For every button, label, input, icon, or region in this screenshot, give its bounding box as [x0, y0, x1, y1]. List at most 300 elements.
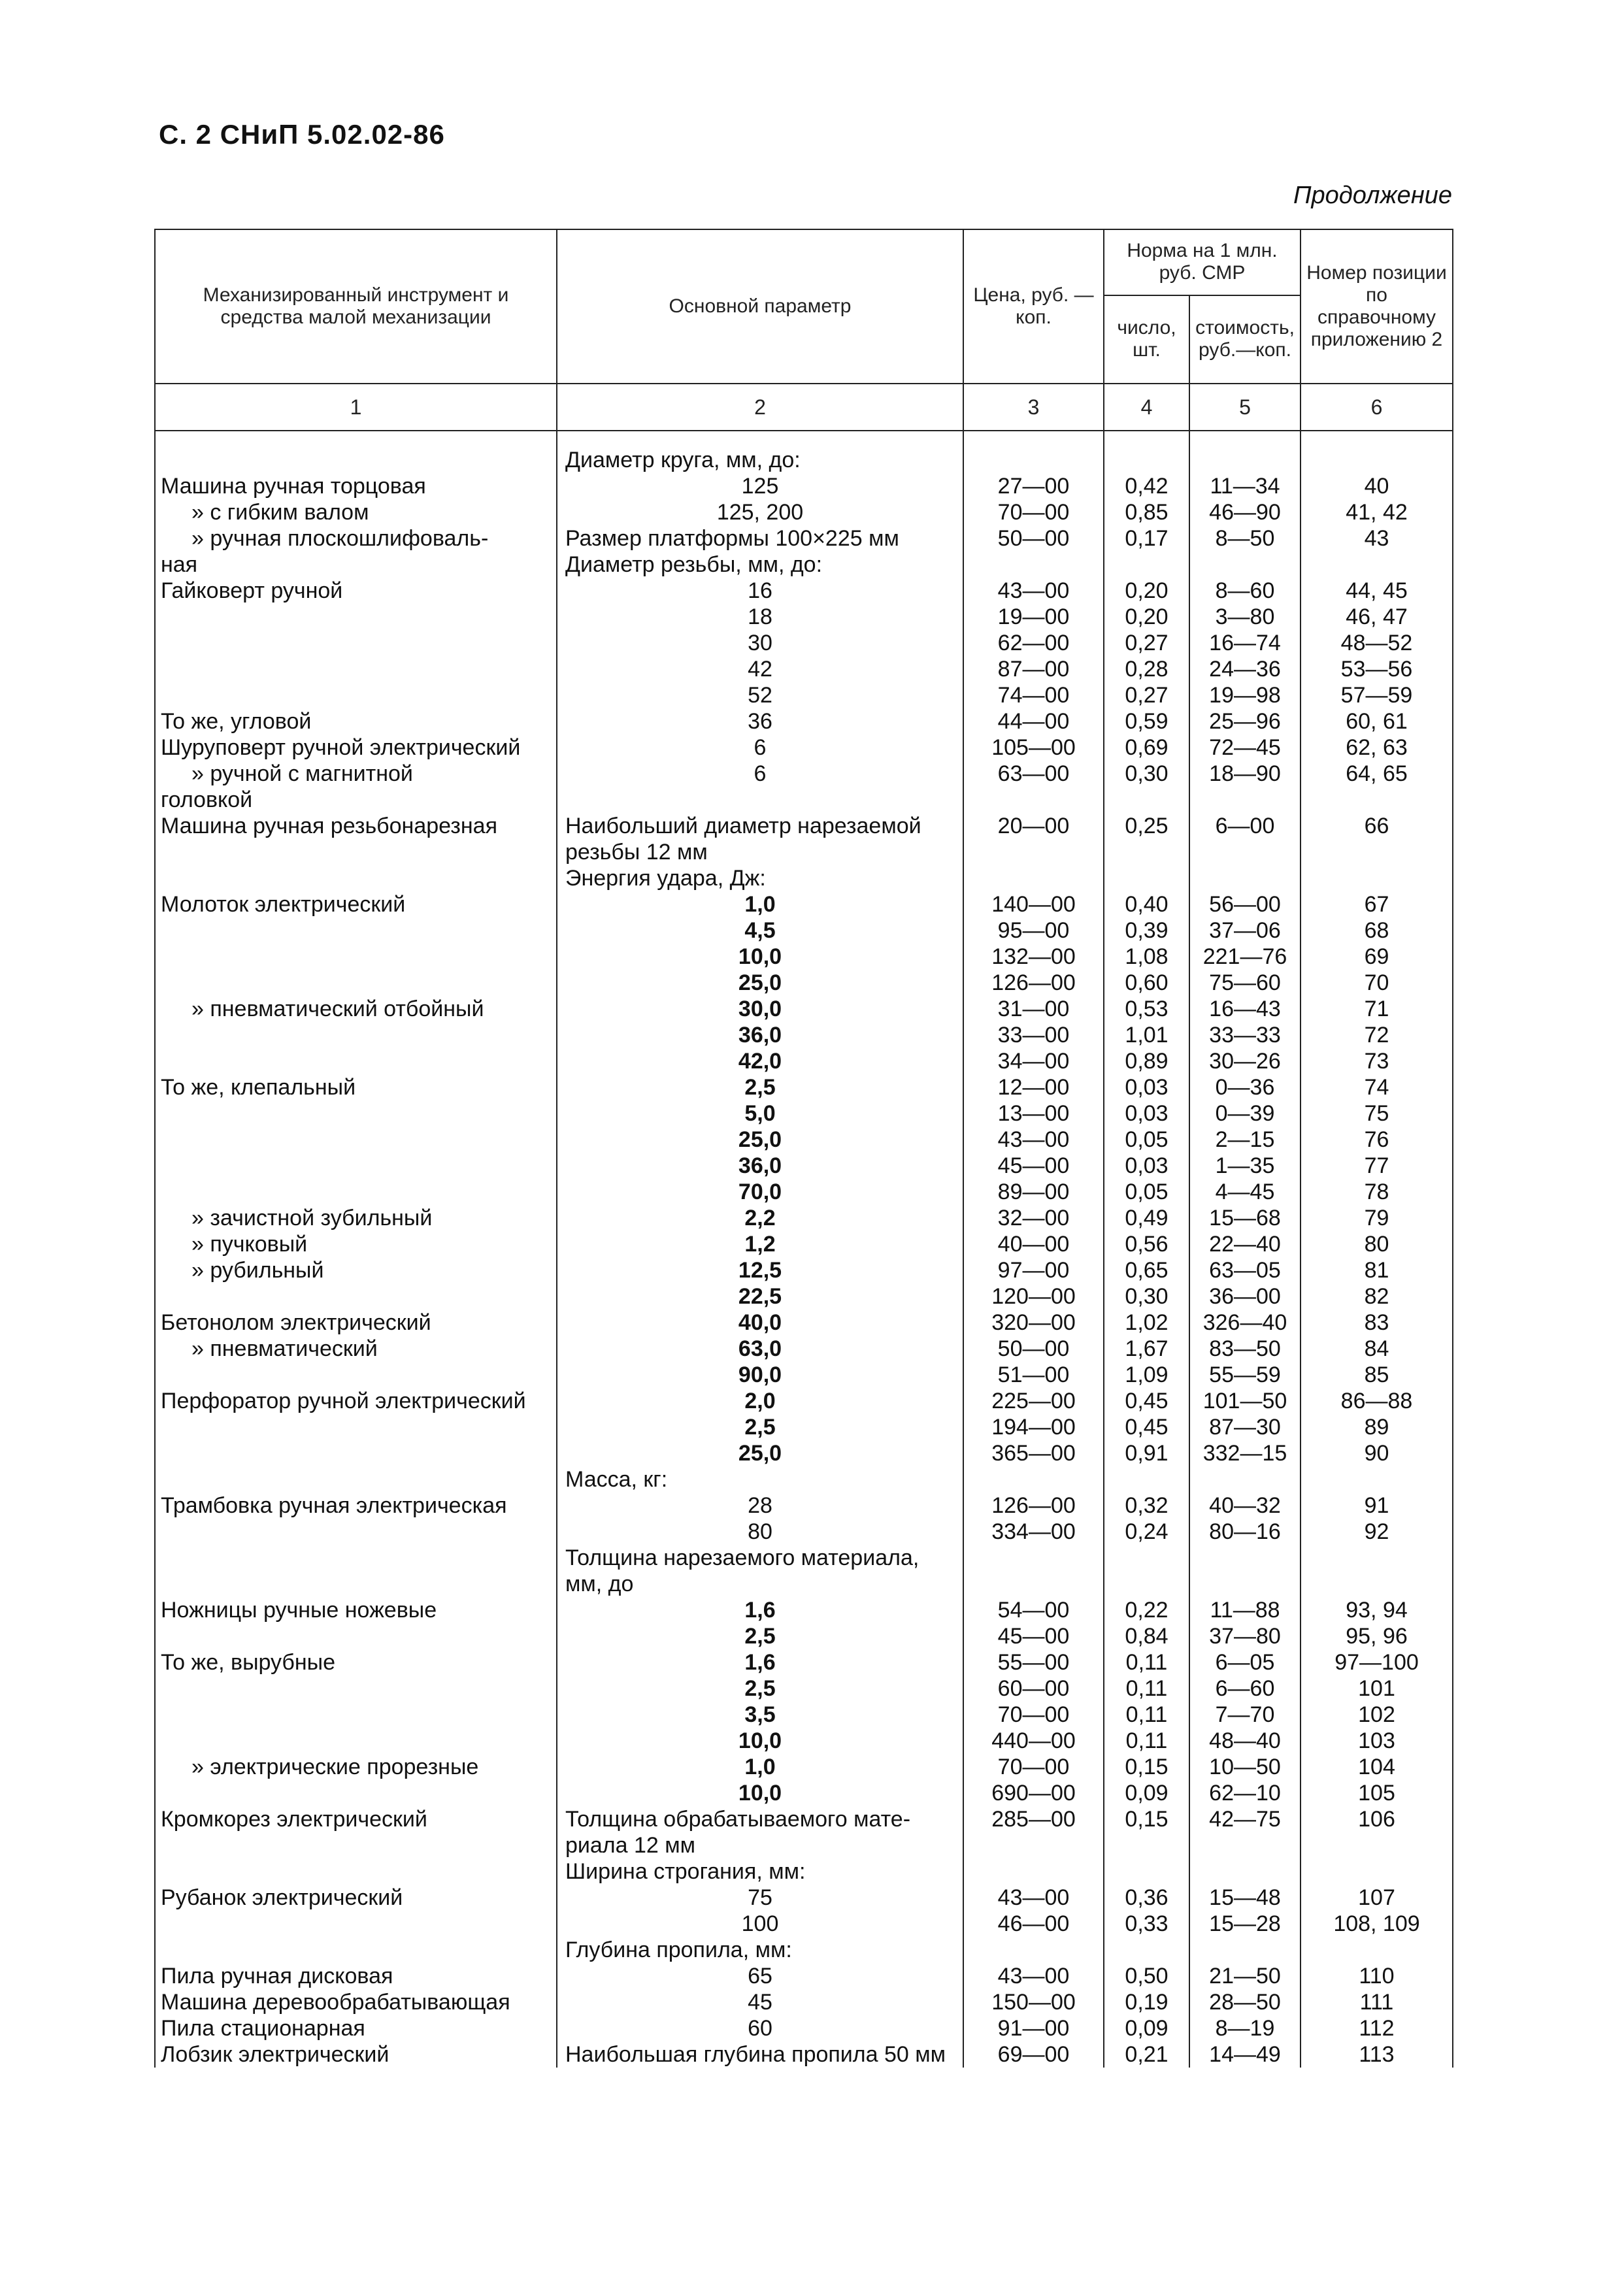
price-cell	[963, 865, 1104, 891]
tool-name-cell: » рубильный	[155, 1257, 557, 1283]
position-cell: 91	[1301, 1493, 1453, 1519]
price-cell: 43—00	[963, 578, 1104, 604]
quantity-cell: 0,15	[1104, 1754, 1189, 1780]
position-cell: 43	[1301, 525, 1453, 552]
position-cell	[1301, 1466, 1453, 1493]
table-row	[155, 891, 1453, 917]
quantity-cell: 0,45	[1104, 1414, 1189, 1440]
header-norm-group: Норма на 1 млн. руб. СМР	[1104, 229, 1301, 295]
table-row	[155, 1649, 1453, 1675]
table-row	[155, 917, 1453, 944]
parameter-cell: 2,0	[557, 1388, 963, 1414]
position-cell: 67	[1301, 891, 1453, 917]
position-cell: 95, 96	[1301, 1623, 1453, 1649]
tool-name-cell: » ручной с магнитной	[155, 761, 557, 787]
cost-cell: 221—76	[1189, 944, 1301, 970]
quantity-cell: 0,20	[1104, 578, 1189, 604]
table-row	[155, 1858, 1453, 1885]
page-header: С. 2 СНиП 5.02.02-86	[159, 119, 445, 150]
parameter-cell: 70,0	[557, 1179, 963, 1205]
cost-cell: 37—80	[1189, 1623, 1301, 1649]
position-cell: 101	[1301, 1675, 1453, 1702]
position-cell: 90	[1301, 1440, 1453, 1466]
table-row	[155, 1963, 1453, 1989]
tool-name-cell	[155, 604, 557, 630]
parameter-cell: 3,5	[557, 1702, 963, 1728]
tool-name-cell: Молоток электрический	[155, 891, 557, 917]
position-cell: 92	[1301, 1519, 1453, 1545]
table-row	[155, 578, 1453, 604]
cost-cell: 10—50	[1189, 1754, 1301, 1780]
price-cell: 62—00	[963, 630, 1104, 656]
price-cell: 140—00	[963, 891, 1104, 917]
parameter-cell: 90,0	[557, 1362, 963, 1388]
parameter-cell: 10,0	[557, 1780, 963, 1806]
quantity-cell	[1104, 1466, 1189, 1493]
table-row	[155, 1362, 1453, 1388]
tool-name-cell: Пила ручная дисковая	[155, 1963, 557, 1989]
table-row	[155, 1493, 1453, 1519]
quantity-cell: 0,15	[1104, 1806, 1189, 1832]
position-cell: 105	[1301, 1780, 1453, 1806]
price-cell: 285—00	[963, 1806, 1104, 1832]
table-row	[155, 682, 1453, 708]
quantity-cell: 1,67	[1104, 1336, 1189, 1362]
tool-name-cell	[155, 1440, 557, 1466]
cost-cell	[1189, 447, 1301, 473]
position-cell: 75	[1301, 1100, 1453, 1127]
table-row	[155, 473, 1453, 499]
quantity-cell	[1104, 1571, 1189, 1597]
tool-name-cell	[155, 970, 557, 996]
tool-name-cell	[155, 1153, 557, 1179]
column-number: 6	[1301, 384, 1453, 431]
table-row	[155, 2015, 1453, 2041]
quantity-cell: 0,30	[1104, 761, 1189, 787]
table-row	[155, 630, 1453, 656]
position-cell: 112	[1301, 2015, 1453, 2041]
price-cell: 69—00	[963, 2041, 1104, 2068]
price-cell: 132—00	[963, 944, 1104, 970]
column-number: 3	[963, 384, 1104, 431]
quantity-cell: 0,17	[1104, 525, 1189, 552]
quantity-cell: 0,05	[1104, 1179, 1189, 1205]
price-cell: 50—00	[963, 525, 1104, 552]
parameter-cell: 2,5	[557, 1414, 963, 1440]
price-cell	[963, 1466, 1104, 1493]
table-row	[155, 1545, 1453, 1571]
cost-cell: 332—15	[1189, 1440, 1301, 1466]
cost-cell: 2—15	[1189, 1127, 1301, 1153]
price-cell: 126—00	[963, 1493, 1104, 1519]
parameter-cell: 36,0	[557, 1022, 963, 1048]
position-cell: 41, 42	[1301, 499, 1453, 525]
position-cell: 102	[1301, 1702, 1453, 1728]
cost-cell: 15—68	[1189, 1205, 1301, 1231]
cost-cell	[1189, 1858, 1301, 1885]
column-number: 4	[1104, 384, 1189, 431]
position-cell: 76	[1301, 1127, 1453, 1153]
price-cell: 33—00	[963, 1022, 1104, 1048]
parameter-cell: 125, 200	[557, 499, 963, 525]
table-row	[155, 1440, 1453, 1466]
tool-name-cell: Трамбовка ручная электрическая	[155, 1493, 557, 1519]
quantity-cell	[1104, 1832, 1189, 1858]
table-row	[155, 525, 1453, 552]
table-row	[155, 970, 1453, 996]
cost-cell: 16—43	[1189, 996, 1301, 1022]
tool-name-cell: Лобзик электрический	[155, 2041, 557, 2068]
price-cell: 20—00	[963, 813, 1104, 839]
parameter-cell: 75	[557, 1885, 963, 1911]
parameter-cell: 25,0	[557, 1440, 963, 1466]
price-cell: 105—00	[963, 734, 1104, 761]
quantity-cell: 0,65	[1104, 1257, 1189, 1283]
cost-cell: 63—05	[1189, 1257, 1301, 1283]
position-cell: 68	[1301, 917, 1453, 944]
tool-name-cell: » зачистной зубильный	[155, 1205, 557, 1231]
quantity-cell	[1104, 1937, 1189, 1963]
position-cell: 74	[1301, 1074, 1453, 1100]
quantity-cell: 0,56	[1104, 1231, 1189, 1257]
parameter-cell: 42,0	[557, 1048, 963, 1074]
quantity-cell: 0,11	[1104, 1728, 1189, 1754]
table-row	[155, 996, 1453, 1022]
parameter-cell: 10,0	[557, 944, 963, 970]
position-cell	[1301, 1571, 1453, 1597]
price-cell: 55—00	[963, 1649, 1104, 1675]
position-cell: 89	[1301, 1414, 1453, 1440]
position-cell: 111	[1301, 1989, 1453, 2015]
quantity-cell: 0,25	[1104, 813, 1189, 839]
position-cell: 48—52	[1301, 630, 1453, 656]
price-cell: 12—00	[963, 1074, 1104, 1100]
position-cell: 64, 65	[1301, 761, 1453, 787]
cost-cell	[1189, 1832, 1301, 1858]
position-cell	[1301, 1858, 1453, 1885]
price-cell	[963, 447, 1104, 473]
cost-cell	[1189, 839, 1301, 865]
price-cell: 63—00	[963, 761, 1104, 787]
quantity-cell: 0,22	[1104, 1597, 1189, 1623]
tool-name-cell: » пучковый	[155, 1231, 557, 1257]
tool-name-cell	[155, 682, 557, 708]
price-cell: 50—00	[963, 1336, 1104, 1362]
tool-name-cell: Ножницы ручные ножевые	[155, 1597, 557, 1623]
table-row	[155, 1597, 1453, 1623]
cost-cell	[1189, 1571, 1301, 1597]
parameter-cell: 6	[557, 761, 963, 787]
tool-name-cell: Пила стационарная	[155, 2015, 557, 2041]
table-row	[155, 1675, 1453, 1702]
quantity-cell: 1,08	[1104, 944, 1189, 970]
table-row	[155, 1048, 1453, 1074]
price-cell: 690—00	[963, 1780, 1104, 1806]
position-cell: 110	[1301, 1963, 1453, 1989]
quantity-cell: 0,09	[1104, 2015, 1189, 2041]
position-cell: 85	[1301, 1362, 1453, 1388]
position-cell: 78	[1301, 1179, 1453, 1205]
quantity-cell: 0,11	[1104, 1702, 1189, 1728]
cost-cell: 8—19	[1189, 2015, 1301, 2041]
price-cell: 97—00	[963, 1257, 1104, 1283]
quantity-cell: 0,32	[1104, 1493, 1189, 1519]
tool-name-cell	[155, 1545, 557, 1571]
tool-name-cell	[155, 1466, 557, 1493]
norms-table-container	[154, 229, 1452, 2068]
table-row	[155, 944, 1453, 970]
parameter-cell: 40,0	[557, 1310, 963, 1336]
position-cell: 80	[1301, 1231, 1453, 1257]
parameter-cell: 30,0	[557, 996, 963, 1022]
parameter-cell: 2,5	[557, 1074, 963, 1100]
price-cell: 34—00	[963, 1048, 1104, 1074]
cost-cell: 15—28	[1189, 1911, 1301, 1937]
position-cell: 97—100	[1301, 1649, 1453, 1675]
table-row	[155, 1937, 1453, 1963]
quantity-cell: 0,39	[1104, 917, 1189, 944]
table-row	[155, 813, 1453, 839]
quantity-cell	[1104, 552, 1189, 578]
tool-name-cell: Шуруповерт ручной электрический	[155, 734, 557, 761]
price-cell	[963, 1858, 1104, 1885]
position-cell	[1301, 865, 1453, 891]
table-row	[155, 2041, 1453, 2068]
cost-cell: 19—98	[1189, 682, 1301, 708]
table-row	[155, 1911, 1453, 1937]
parameter-cell: 1,2	[557, 1231, 963, 1257]
cost-cell: 3—80	[1189, 604, 1301, 630]
price-cell: 13—00	[963, 1100, 1104, 1127]
quantity-cell	[1104, 1545, 1189, 1571]
position-cell: 79	[1301, 1205, 1453, 1231]
price-cell	[963, 1571, 1104, 1597]
quantity-cell	[1104, 865, 1189, 891]
position-cell	[1301, 1832, 1453, 1858]
cost-cell: 15—48	[1189, 1885, 1301, 1911]
price-cell: 70—00	[963, 1702, 1104, 1728]
tool-name-cell	[155, 1623, 557, 1649]
table-row	[155, 708, 1453, 734]
tool-name-cell: » электрические прорезные	[155, 1754, 557, 1780]
quantity-cell: 0,69	[1104, 734, 1189, 761]
table-row	[155, 1702, 1453, 1728]
cost-cell: 55—59	[1189, 1362, 1301, 1388]
price-cell: 43—00	[963, 1885, 1104, 1911]
parameter-cell: 25,0	[557, 970, 963, 996]
tool-name-cell: То же, вырубные	[155, 1649, 557, 1675]
tool-name-cell	[155, 1702, 557, 1728]
price-cell: 120—00	[963, 1283, 1104, 1310]
header-price: Цена, руб. — коп.	[963, 229, 1104, 384]
quantity-cell: 0,27	[1104, 630, 1189, 656]
cost-cell: 326—40	[1189, 1310, 1301, 1336]
cost-cell: 48—40	[1189, 1728, 1301, 1754]
table-row	[155, 1885, 1453, 1911]
table-row	[155, 447, 1453, 473]
quantity-cell: 0,30	[1104, 1283, 1189, 1310]
tool-name-cell: Машина деревообрабатывающая	[155, 1989, 557, 2015]
parameter-cell: Энергия удара, Дж:	[557, 865, 963, 891]
cost-cell	[1189, 865, 1301, 891]
parameter-cell: Ширина строгания, мм:	[557, 1858, 963, 1885]
table-row	[155, 734, 1453, 761]
tool-name-cell	[155, 839, 557, 865]
position-cell	[1301, 1937, 1453, 1963]
quantity-cell: 0,59	[1104, 708, 1189, 734]
parameter-cell	[557, 787, 963, 813]
parameter-cell: 1,0	[557, 1754, 963, 1780]
price-cell: 150—00	[963, 1989, 1104, 2015]
table-row	[155, 1754, 1453, 1780]
parameter-cell: 1,0	[557, 891, 963, 917]
table-row	[155, 656, 1453, 682]
price-cell: 44—00	[963, 708, 1104, 734]
parameter-cell: 30	[557, 630, 963, 656]
tool-name-cell	[155, 1414, 557, 1440]
table-row	[155, 839, 1453, 865]
table-row	[155, 1074, 1453, 1100]
position-cell: 103	[1301, 1728, 1453, 1754]
cost-cell: 46—90	[1189, 499, 1301, 525]
price-cell: 440—00	[963, 1728, 1104, 1754]
table-row	[155, 604, 1453, 630]
tool-name-cell: » пневматический отбойный	[155, 996, 557, 1022]
tool-name-cell: Перфоратор ручной электрический	[155, 1388, 557, 1414]
price-cell: 70—00	[963, 499, 1104, 525]
quantity-cell: 0,03	[1104, 1100, 1189, 1127]
price-cell	[963, 1832, 1104, 1858]
parameter-cell: 2,5	[557, 1623, 963, 1649]
table-row	[155, 1231, 1453, 1257]
parameter-cell: 6	[557, 734, 963, 761]
position-cell	[1301, 839, 1453, 865]
cost-cell: 42—75	[1189, 1806, 1301, 1832]
table-row	[155, 1127, 1453, 1153]
parameter-cell: 16	[557, 578, 963, 604]
price-cell	[963, 839, 1104, 865]
tool-name-cell	[155, 1100, 557, 1127]
cost-cell: 7—70	[1189, 1702, 1301, 1728]
tool-name-cell	[155, 656, 557, 682]
tool-name-cell: Машина ручная торцовая	[155, 473, 557, 499]
tool-name-cell: То же, угловой	[155, 708, 557, 734]
tool-name-cell	[155, 1780, 557, 1806]
parameter-cell: 1,6	[557, 1597, 963, 1623]
quantity-cell: 0,27	[1104, 682, 1189, 708]
table-spacer-row	[155, 431, 1453, 447]
position-cell	[1301, 447, 1453, 473]
position-cell: 44, 45	[1301, 578, 1453, 604]
price-cell: 194—00	[963, 1414, 1104, 1440]
tool-name-cell	[155, 1519, 557, 1545]
parameter-cell: 2,2	[557, 1205, 963, 1231]
table-row	[155, 761, 1453, 787]
table-row	[155, 1989, 1453, 2015]
parameter-cell: 80	[557, 1519, 963, 1545]
quantity-cell: 1,01	[1104, 1022, 1189, 1048]
price-cell: 334—00	[963, 1519, 1104, 1545]
parameter-cell: Размер платформы 100×225 мм	[557, 525, 963, 552]
position-cell: 77	[1301, 1153, 1453, 1179]
parameter-cell: 1,6	[557, 1649, 963, 1675]
price-cell: 95—00	[963, 917, 1104, 944]
cost-cell: 0—36	[1189, 1074, 1301, 1100]
position-cell: 81	[1301, 1257, 1453, 1283]
cost-cell	[1189, 1545, 1301, 1571]
parameter-cell: Толщина нарезаемого материала,	[557, 1545, 963, 1571]
parameter-cell: мм, до	[557, 1571, 963, 1597]
header-position-number: Номер позиции по справочному приложению 2	[1301, 229, 1453, 384]
tool-name-cell	[155, 1571, 557, 1597]
tool-name-cell: Рубанок электрический	[155, 1885, 557, 1911]
table-row	[155, 1022, 1453, 1048]
table-row	[155, 1519, 1453, 1545]
tool-name-cell	[155, 1911, 557, 1937]
position-cell: 72	[1301, 1022, 1453, 1048]
quantity-cell: 0,03	[1104, 1153, 1189, 1179]
tool-name-cell	[155, 1832, 557, 1858]
position-cell	[1301, 1545, 1453, 1571]
tool-name-cell: Гайковерт ручной	[155, 578, 557, 604]
cost-cell: 56—00	[1189, 891, 1301, 917]
quantity-cell: 0,36	[1104, 1885, 1189, 1911]
table-row	[155, 1179, 1453, 1205]
table-row	[155, 1205, 1453, 1231]
header-cost: стоимость, руб.—коп.	[1189, 295, 1301, 384]
table-row	[155, 1832, 1453, 1858]
position-cell: 70	[1301, 970, 1453, 996]
cost-cell: 1—35	[1189, 1153, 1301, 1179]
continuation-label: Продолжение	[1293, 182, 1452, 209]
price-cell: 126—00	[963, 970, 1104, 996]
position-cell: 66	[1301, 813, 1453, 839]
tool-name-cell: Кромкорез электрический	[155, 1806, 557, 1832]
parameter-cell: 22,5	[557, 1283, 963, 1310]
cost-cell: 0—39	[1189, 1100, 1301, 1127]
cost-cell	[1189, 552, 1301, 578]
cost-cell: 18—90	[1189, 761, 1301, 787]
table-row	[155, 865, 1453, 891]
quantity-cell: 0,40	[1104, 891, 1189, 917]
tool-name-cell	[155, 447, 557, 473]
price-cell	[963, 552, 1104, 578]
price-cell: 74—00	[963, 682, 1104, 708]
tool-name-cell: » пневматический	[155, 1336, 557, 1362]
price-cell: 320—00	[963, 1310, 1104, 1336]
tool-name-cell: ная	[155, 552, 557, 578]
cost-cell: 80—16	[1189, 1519, 1301, 1545]
column-number: 1	[155, 384, 557, 431]
tool-name-cell	[155, 1048, 557, 1074]
parameter-cell: Наибольший диаметр нарезаемой	[557, 813, 963, 839]
price-cell: 365—00	[963, 1440, 1104, 1466]
table-row	[155, 1336, 1453, 1362]
price-cell	[963, 787, 1104, 813]
parameter-cell: 42	[557, 656, 963, 682]
table-row	[155, 1806, 1453, 1832]
cost-cell: 87—30	[1189, 1414, 1301, 1440]
parameter-cell: 52	[557, 682, 963, 708]
quantity-cell	[1104, 1858, 1189, 1885]
cost-cell: 6—00	[1189, 813, 1301, 839]
position-cell	[1301, 552, 1453, 578]
table-row	[155, 1623, 1453, 1649]
parameter-cell: 125	[557, 473, 963, 499]
parameter-cell: 25,0	[557, 1127, 963, 1153]
table-row	[155, 1466, 1453, 1493]
price-cell: 87—00	[963, 656, 1104, 682]
